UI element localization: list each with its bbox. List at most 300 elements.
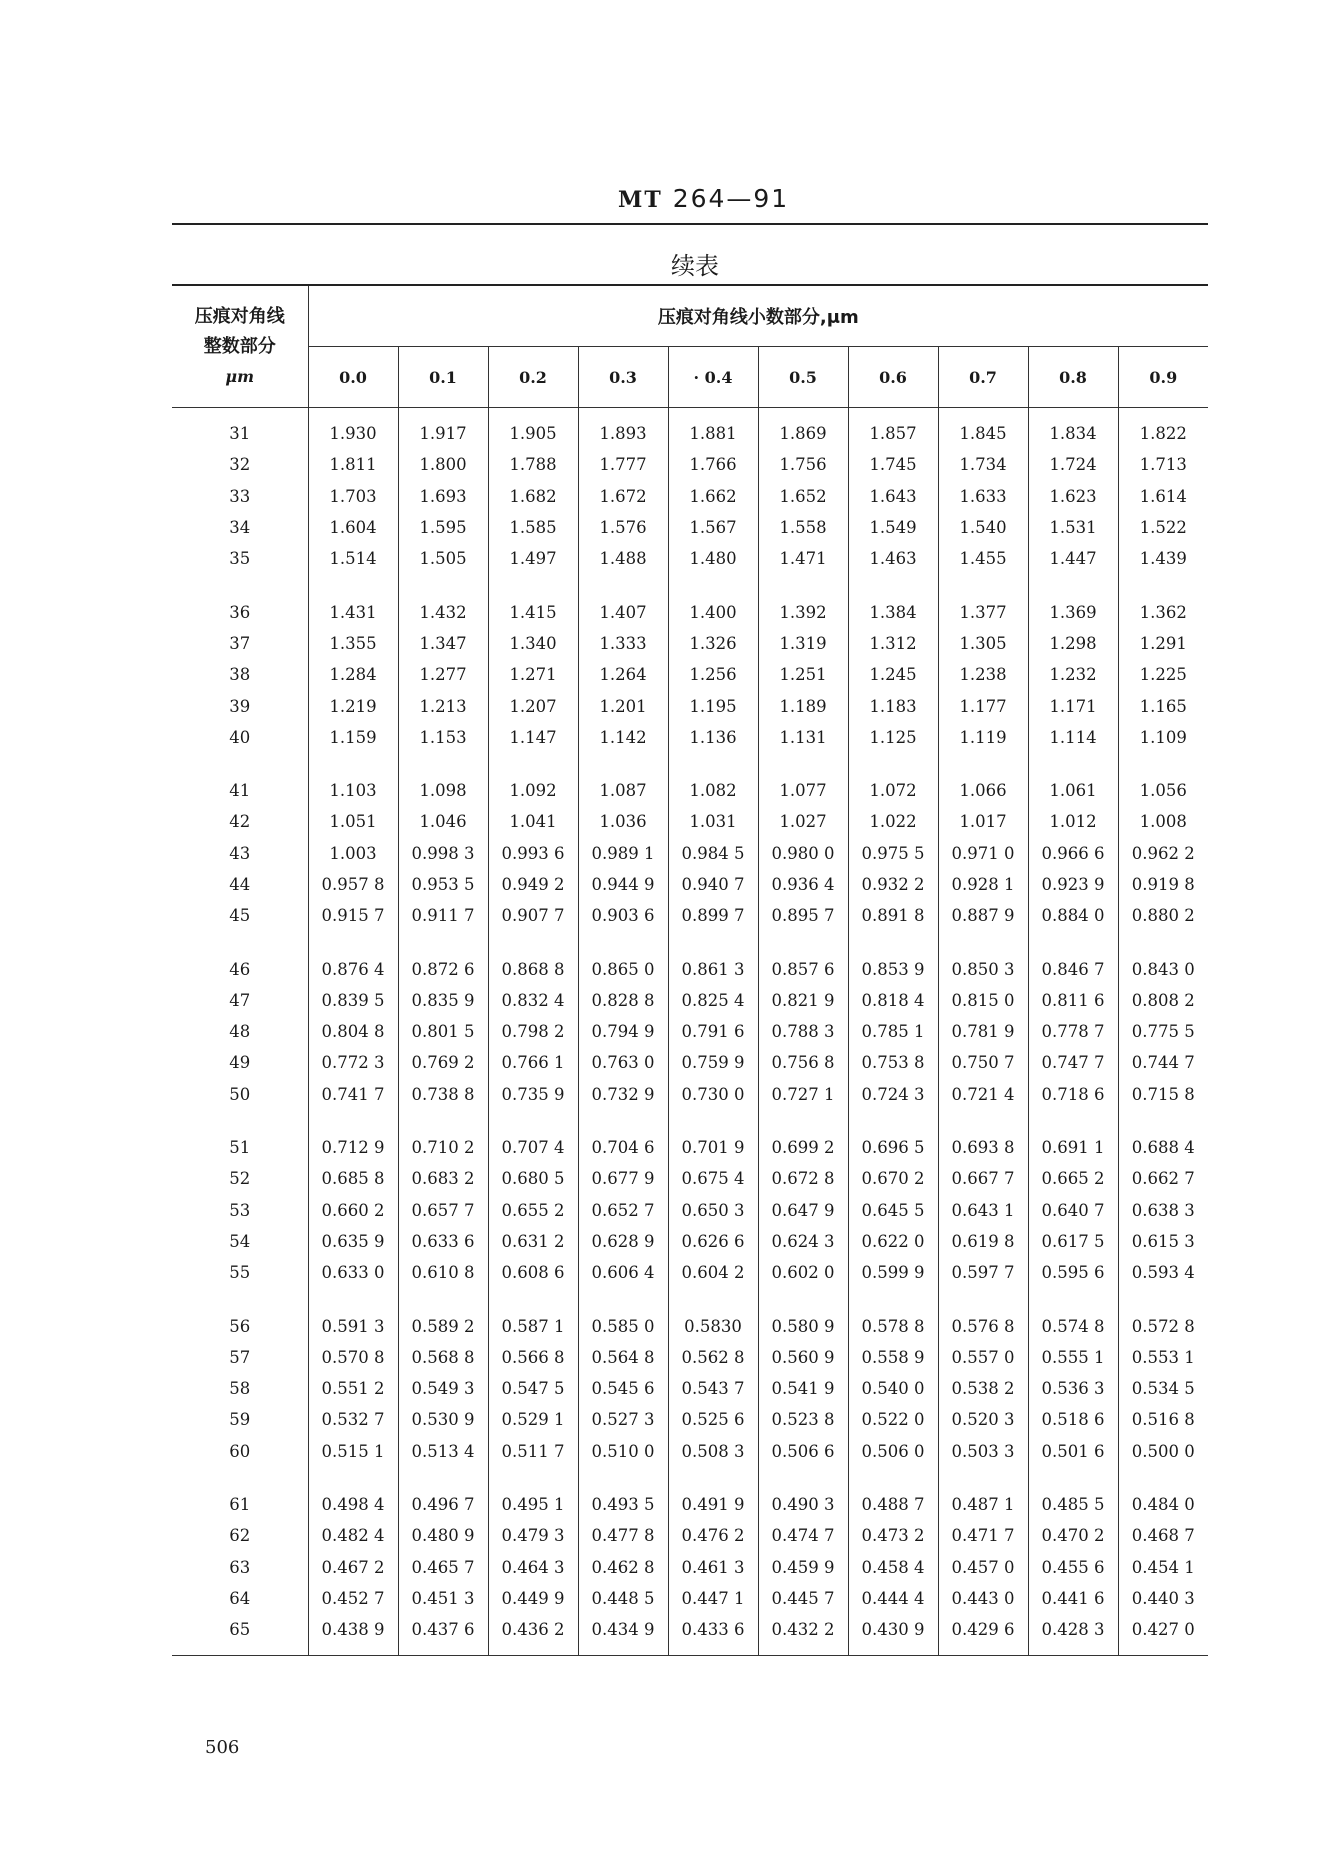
row-label: 53 (229, 1200, 251, 1220)
table-subtitle: 续表 (671, 252, 719, 280)
table-row (172, 775, 1208, 806)
table-cell: 1.505 (398, 543, 488, 574)
column-header: 0.8 (1028, 347, 1118, 408)
table-cell: 0.808 2 (1118, 985, 1208, 1016)
table-cell: 0.589 2 (398, 1310, 488, 1341)
table-cell: 0.843 0 (1118, 953, 1208, 984)
table-cell: 1.576 (578, 512, 668, 543)
table-cell: 1.522 (1118, 512, 1208, 543)
row-label: 54 (229, 1231, 251, 1251)
table-cell: 0.461 3 (668, 1552, 758, 1583)
spacer-row (172, 753, 1208, 775)
table-cell: 0.884 0 (1028, 900, 1118, 931)
table-cell: 0.484 0 (1118, 1489, 1208, 1520)
table-cell: 1.291 (1118, 628, 1208, 659)
table-cell: 0.821 9 (758, 985, 848, 1016)
row-label: 59 (229, 1410, 251, 1430)
table-cell: 1.136 (668, 722, 758, 753)
table-cell: 0.750 7 (938, 1047, 1028, 1078)
table-cell: 1.072 (848, 775, 938, 806)
table-cell: 1.400 (668, 596, 758, 627)
table-cell: 0.732 9 (578, 1079, 668, 1110)
table-cell: 0.735 9 (488, 1079, 578, 1110)
row-label: 50 (229, 1084, 251, 1104)
table-cell: 0.451 3 (398, 1583, 488, 1614)
header-rule (172, 223, 1208, 225)
table-body (172, 408, 1208, 1656)
table-cell: 1.531 (1028, 512, 1118, 543)
row-label: 49 (229, 1053, 251, 1073)
table-cell: 0.510 0 (578, 1436, 668, 1467)
table-cell: 1.633 (938, 481, 1028, 512)
table-row (172, 659, 1208, 690)
spacer-row (172, 1288, 1208, 1310)
table-cell: 0.432 2 (758, 1614, 848, 1645)
table-cell: 0.501 6 (1028, 1436, 1118, 1467)
table-cell: 0.520 3 (938, 1404, 1028, 1435)
table-cell: 1.271 (488, 659, 578, 690)
table-cell: 0.441 6 (1028, 1583, 1118, 1614)
table-cell: 0.839 5 (308, 985, 398, 1016)
table-cell: 0.555 1 (1028, 1342, 1118, 1373)
table-cell: 0.503 3 (938, 1436, 1028, 1467)
table-cell: 1.822 (1118, 418, 1208, 449)
table-cell: 0.513 4 (398, 1436, 488, 1467)
table-cell: 1.207 (488, 690, 578, 721)
table-cell: 1.713 (1118, 449, 1208, 480)
table-cell: 0.949 2 (488, 869, 578, 900)
table-cell: 0.553 1 (1118, 1342, 1208, 1373)
table-cell: 0.428 3 (1028, 1614, 1118, 1645)
table-cell: 1.682 (488, 481, 578, 512)
table-cell: 0.724 3 (848, 1079, 938, 1110)
table-cell: 0.640 7 (1028, 1195, 1118, 1226)
table-cell: 1.834 (1028, 418, 1118, 449)
table-cell: 0.704 6 (578, 1132, 668, 1163)
table-cell: 0.643 1 (938, 1195, 1028, 1226)
column-header: 0.7 (938, 347, 1028, 408)
table-row (172, 543, 1208, 574)
table-cell: 1.201 (578, 690, 668, 721)
spacer-row (172, 574, 1208, 596)
table-cell: 1.540 (938, 512, 1028, 543)
table-cell: 0.587 1 (488, 1310, 578, 1341)
table-row (172, 838, 1208, 869)
table-cell: 0.801 5 (398, 1016, 488, 1047)
table-row (172, 512, 1208, 543)
row-label: 34 (229, 518, 251, 538)
table-cell: 1.672 (578, 481, 668, 512)
table-cell: 0.657 7 (398, 1195, 488, 1226)
table-cell: 0.444 4 (848, 1583, 938, 1614)
table-cell: 1.745 (848, 449, 938, 480)
table-row (172, 1436, 1208, 1467)
table-cell: 1.756 (758, 449, 848, 480)
table-cell: 1.407 (578, 596, 668, 627)
table-cell: 1.766 (668, 449, 758, 480)
table-cell: 0.602 0 (758, 1257, 848, 1288)
table-cell: 0.493 5 (578, 1489, 668, 1520)
table-cell: 0.518 6 (1028, 1404, 1118, 1435)
table-cell: 0.647 9 (758, 1195, 848, 1226)
table-cell: 0.696 5 (848, 1132, 938, 1163)
row-label: 47 (229, 990, 251, 1010)
standard-prefix: MT (618, 187, 663, 213)
row-label: 58 (229, 1379, 251, 1399)
table-cell: 1.142 (578, 722, 668, 753)
table-cell: 0.928 1 (938, 869, 1028, 900)
table-cell: 0.485 5 (1028, 1489, 1118, 1520)
table-cell: 0.576 8 (938, 1310, 1028, 1341)
table-row (172, 596, 1208, 627)
table-cell: 0.530 9 (398, 1404, 488, 1435)
table-cell: 1.811 (308, 449, 398, 480)
table-cell: 1.471 (758, 543, 848, 574)
table-cell: 0.617 5 (1028, 1226, 1118, 1257)
table-cell: 0.953 5 (398, 869, 488, 900)
spacer-row (172, 931, 1208, 953)
table-cell: 0.578 8 (848, 1310, 938, 1341)
table-cell: 0.993 6 (488, 838, 578, 869)
table-cell: 1.643 (848, 481, 938, 512)
table-cell: 0.772 3 (308, 1047, 398, 1078)
table-cell: 0.482 4 (308, 1520, 398, 1551)
table-cell: 0.741 7 (308, 1079, 398, 1110)
table-cell: 1.036 (578, 806, 668, 837)
table-cell: 0.781 9 (938, 1016, 1028, 1047)
table-cell: 0.452 7 (308, 1583, 398, 1614)
table-cell: 0.730 0 (668, 1079, 758, 1110)
table-cell: 1.881 (668, 418, 758, 449)
row-label: 31 (229, 424, 251, 444)
table-cell: 0.876 4 (308, 953, 398, 984)
table-cell: 0.477 8 (578, 1520, 668, 1551)
table-cell: 1.392 (758, 596, 848, 627)
table-cell: 1.147 (488, 722, 578, 753)
table-cell: 0.769 2 (398, 1047, 488, 1078)
table-cell: 0.506 0 (848, 1436, 938, 1467)
table-cell: 1.165 (1118, 690, 1208, 721)
table-cell: 0.688 4 (1118, 1132, 1208, 1163)
table-cell: 0.701 9 (668, 1132, 758, 1163)
table-cell: 1.917 (398, 418, 488, 449)
table-cell: 0.962 2 (1118, 838, 1208, 869)
row-label: 64 (229, 1588, 251, 1608)
table-cell: 1.326 (668, 628, 758, 659)
table-cell: 0.429 6 (938, 1614, 1028, 1645)
table-cell: 1.595 (398, 512, 488, 543)
table-cell: 0.655 2 (488, 1195, 578, 1226)
table-cell: 0.675 4 (668, 1163, 758, 1194)
table-cell: 0.516 8 (1118, 1404, 1208, 1435)
table-cell: 0.975 5 (848, 838, 938, 869)
row-label: 42 (229, 812, 251, 832)
row-label: 63 (229, 1557, 251, 1577)
table-cell: 0.794 9 (578, 1016, 668, 1047)
table-cell: 1.333 (578, 628, 668, 659)
table-cell: 1.251 (758, 659, 848, 690)
table-row (172, 953, 1208, 984)
table-row (172, 1342, 1208, 1373)
table-cell: 1.225 (1118, 659, 1208, 690)
row-label: 65 (229, 1620, 251, 1640)
table-cell: 0.464 3 (488, 1552, 578, 1583)
table-cell: 1.219 (308, 690, 398, 721)
table-cell: 0.667 7 (938, 1163, 1028, 1194)
table-cell: 0.445 7 (758, 1583, 848, 1614)
table-cell: 0.971 0 (938, 838, 1028, 869)
table-cell: 1.046 (398, 806, 488, 837)
table-cell: 0.923 9 (1028, 869, 1118, 900)
standard-number (618, 184, 789, 213)
table-cell: 1.098 (398, 775, 488, 806)
table-row (172, 1079, 1208, 1110)
table-cell: 0.619 8 (938, 1226, 1028, 1257)
table-cell: 0.447 1 (668, 1583, 758, 1614)
table-cell: 0.744 7 (1118, 1047, 1208, 1078)
table-cell: 0.474 7 (758, 1520, 848, 1551)
table-cell: 0.534 5 (1118, 1373, 1208, 1404)
table-cell: 0.907 7 (488, 900, 578, 931)
standard-code: 264—91 (672, 184, 790, 213)
table-cell: 1.041 (488, 806, 578, 837)
table-cell: 0.738 8 (398, 1079, 488, 1110)
row-label: 40 (229, 727, 251, 747)
table-cell: 0.434 9 (578, 1614, 668, 1645)
table-cell: 1.369 (1028, 596, 1118, 627)
table-cell: 1.432 (398, 596, 488, 627)
table-cell: 1.724 (1028, 449, 1118, 480)
table-cell: 1.662 (668, 481, 758, 512)
table-cell: 1.305 (938, 628, 1028, 659)
table-row (172, 1195, 1208, 1226)
row-label: 32 (229, 455, 251, 475)
table-cell: 1.777 (578, 449, 668, 480)
table-cell: 0.785 1 (848, 1016, 938, 1047)
table-cell: 0.895 7 (758, 900, 848, 931)
table-cell: 0.932 2 (848, 869, 938, 900)
table-cell: 1.497 (488, 543, 578, 574)
row-label: 57 (229, 1347, 251, 1367)
table-cell: 1.431 (308, 596, 398, 627)
table-cell: 0.523 8 (758, 1404, 848, 1435)
table-cell: 0.557 0 (938, 1342, 1028, 1373)
table-cell: 1.051 (308, 806, 398, 837)
row-label: 56 (229, 1316, 251, 1336)
table-cell: 1.447 (1028, 543, 1118, 574)
hardness-table (172, 284, 1208, 1656)
row-label: 52 (229, 1169, 251, 1189)
table-cell: 0.536 3 (1028, 1373, 1118, 1404)
table-cell: 1.056 (1118, 775, 1208, 806)
table-cell: 0.957 8 (308, 869, 398, 900)
spacer-row (172, 408, 1208, 419)
table-cell: 0.865 0 (578, 953, 668, 984)
table-cell: 1.232 (1028, 659, 1118, 690)
table-cell: 0.490 3 (758, 1489, 848, 1520)
column-header: 0.2 (488, 347, 578, 408)
table-cell: 1.585 (488, 512, 578, 543)
table-cell: 0.540 0 (848, 1373, 938, 1404)
table-cell: 1.131 (758, 722, 848, 753)
table-cell: 0.628 9 (578, 1226, 668, 1257)
table-row (172, 1614, 1208, 1645)
table-cell: 1.125 (848, 722, 938, 753)
table-cell: 0.457 0 (938, 1552, 1028, 1583)
table-cell: 0.624 3 (758, 1226, 848, 1257)
table-cell: 1.905 (488, 418, 578, 449)
table-cell: 0.599 9 (848, 1257, 938, 1288)
table-cell: 0.476 2 (668, 1520, 758, 1551)
table-cell: 0.515 1 (308, 1436, 398, 1467)
table-cell: 1.604 (308, 512, 398, 543)
table-cell: 0.633 6 (398, 1226, 488, 1257)
row-label: 38 (229, 665, 251, 685)
table-cell: 0.804 8 (308, 1016, 398, 1047)
table-cell: 0.549 3 (398, 1373, 488, 1404)
table-cell: 0.545 6 (578, 1373, 668, 1404)
table-cell: 1.347 (398, 628, 488, 659)
column-header-row (172, 347, 1208, 408)
table-cell: 0.763 0 (578, 1047, 668, 1078)
table-cell: 1.195 (668, 690, 758, 721)
table-row (172, 1163, 1208, 1194)
table-cell: 0.915 7 (308, 900, 398, 931)
row-label: 37 (229, 633, 251, 653)
table-cell: 1.008 (1118, 806, 1208, 837)
table-cell: 0.566 8 (488, 1342, 578, 1373)
table-row (172, 418, 1208, 449)
table-cell: 1.159 (308, 722, 398, 753)
table-cell: 0.753 8 (848, 1047, 938, 1078)
table-cell: 1.027 (758, 806, 848, 837)
table-cell: 0.857 6 (758, 953, 848, 984)
table-cell: 0.825 4 (668, 985, 758, 1016)
row-label: 43 (229, 843, 251, 863)
table-cell: 1.264 (578, 659, 668, 690)
table-cell: 0.564 8 (578, 1342, 668, 1373)
table-cell: 0.491 9 (668, 1489, 758, 1520)
table-cell: 1.031 (668, 806, 758, 837)
table-cell: 0.547 5 (488, 1373, 578, 1404)
table-cell: 0.911 7 (398, 900, 488, 931)
table-cell: 0.903 6 (578, 900, 668, 931)
table-cell: 1.549 (848, 512, 938, 543)
table-cell: 0.662 7 (1118, 1163, 1208, 1194)
row-label: 46 (229, 959, 251, 979)
table-cell: 1.022 (848, 806, 938, 837)
table-cell: 0.635 9 (308, 1226, 398, 1257)
row-label: 33 (229, 486, 251, 506)
table-row (172, 1047, 1208, 1078)
table-cell: 1.455 (938, 543, 1028, 574)
page-number: 506 (205, 1737, 240, 1758)
table-cell: 1.319 (758, 628, 848, 659)
table-cell: 0.430 9 (848, 1614, 938, 1645)
table-cell: 1.012 (1028, 806, 1118, 837)
table-cell: 0.468 7 (1118, 1520, 1208, 1551)
table-cell: 0.495 1 (488, 1489, 578, 1520)
table-cell: 0.454 1 (1118, 1552, 1208, 1583)
table-row (172, 1226, 1208, 1257)
table-cell: 0.500 0 (1118, 1436, 1208, 1467)
table-row (172, 722, 1208, 753)
table-cell: 0.543 7 (668, 1373, 758, 1404)
table-row (172, 628, 1208, 659)
table-cell: 1.277 (398, 659, 488, 690)
spacer-row (172, 1467, 1208, 1489)
table-cell: 0.5830 (668, 1310, 758, 1341)
table-cell: 0.936 4 (758, 869, 848, 900)
table-cell: 0.868 8 (488, 953, 578, 984)
table-cell: 0.788 3 (758, 1016, 848, 1047)
table-cell: 0.506 6 (758, 1436, 848, 1467)
table-cell: 0.815 0 (938, 985, 1028, 1016)
table-cell: 0.778 7 (1028, 1016, 1118, 1047)
table-cell: 0.622 0 (848, 1226, 938, 1257)
row-header-unit: μm (225, 366, 255, 386)
table-cell: 0.585 0 (578, 1310, 668, 1341)
table-cell: 0.645 5 (848, 1195, 938, 1226)
table-cell: 0.448 5 (578, 1583, 668, 1614)
table-cell: 0.467 2 (308, 1552, 398, 1583)
table-cell: 1.893 (578, 418, 668, 449)
table-cell: 0.872 6 (398, 953, 488, 984)
table-cell: 1.463 (848, 543, 938, 574)
table-cell: 1.177 (938, 690, 1028, 721)
table-cell: 0.437 6 (398, 1614, 488, 1645)
table-cell: 0.436 2 (488, 1614, 578, 1645)
row-header-cell (172, 285, 308, 408)
table-cell: 1.017 (938, 806, 1028, 837)
table-cell: 0.887 9 (938, 900, 1028, 931)
table-cell: 0.699 2 (758, 1132, 848, 1163)
table-cell: 0.966 6 (1028, 838, 1118, 869)
table-cell: 0.604 2 (668, 1257, 758, 1288)
table-cell: 1.298 (1028, 628, 1118, 659)
table-row (172, 1373, 1208, 1404)
table-cell: 0.560 9 (758, 1342, 848, 1373)
column-group-header: 压痕对角线小数部分,μm (308, 285, 1208, 347)
table-cell: 0.570 8 (308, 1342, 398, 1373)
table-cell: 1.256 (668, 659, 758, 690)
table-cell: 1.340 (488, 628, 578, 659)
table-cell: 0.798 2 (488, 1016, 578, 1047)
table-cell: 1.788 (488, 449, 578, 480)
table-row (172, 449, 1208, 480)
table-cell: 1.082 (668, 775, 758, 806)
table-cell: 0.835 9 (398, 985, 488, 1016)
table-cell: 0.832 4 (488, 985, 578, 1016)
table-cell: 0.811 6 (1028, 985, 1118, 1016)
table-cell: 1.189 (758, 690, 848, 721)
table-cell: 0.496 7 (398, 1489, 488, 1520)
table-cell: 0.721 4 (938, 1079, 1028, 1110)
table-cell: 0.522 0 (848, 1404, 938, 1435)
table-cell: 1.003 (308, 838, 398, 869)
table-cell: 0.591 3 (308, 1310, 398, 1341)
table-cell: 0.791 6 (668, 1016, 758, 1047)
table-cell: 0.631 2 (488, 1226, 578, 1257)
table-cell: 0.891 8 (848, 900, 938, 931)
table-cell: 0.455 6 (1028, 1552, 1118, 1583)
table-cell: 0.756 8 (758, 1047, 848, 1078)
table-cell: 1.514 (308, 543, 398, 574)
table-cell: 1.312 (848, 628, 938, 659)
table-cell: 0.538 2 (938, 1373, 1028, 1404)
table-cell: 0.710 2 (398, 1132, 488, 1163)
column-header: 0.3 (578, 347, 668, 408)
